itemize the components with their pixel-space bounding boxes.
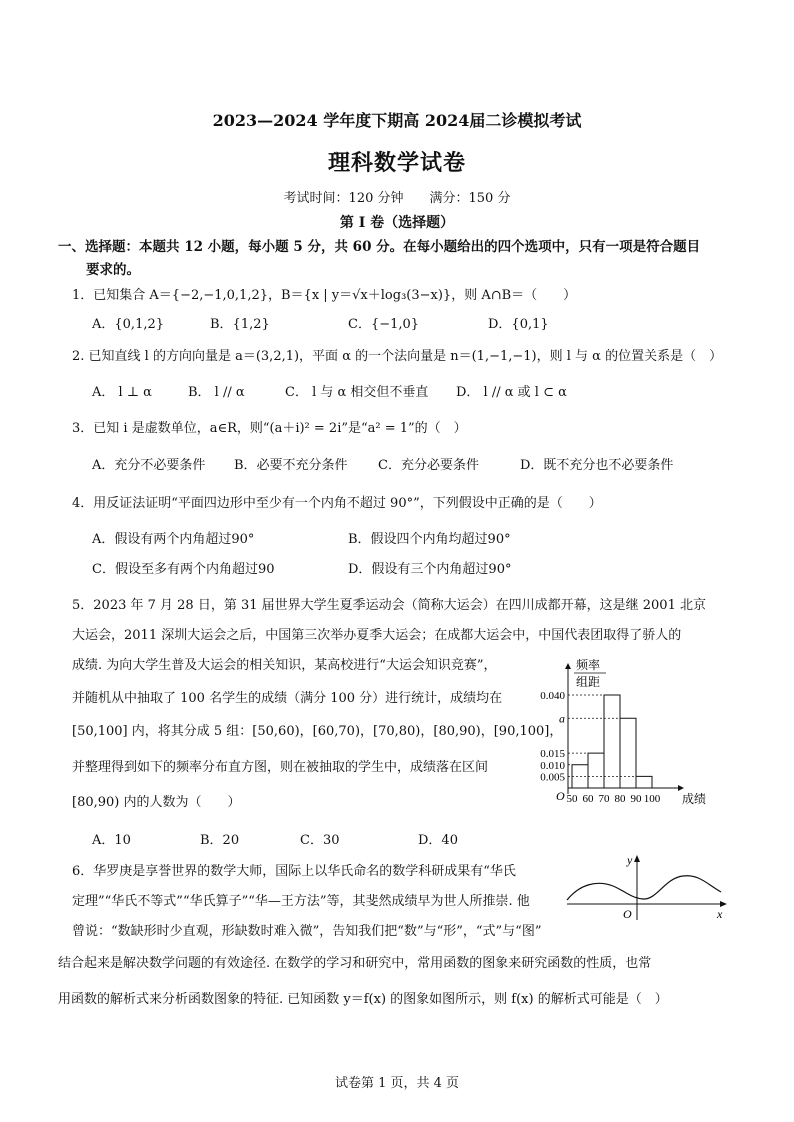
section-instruction: 一、选择题：本题共 12 小题，每小题 5 分，共 60 分。在每小题给出的四个选项中，只有一项是符合题目: [58, 239, 701, 255]
q5-option-b: B．20: [200, 833, 240, 848]
hist-xlabel: 成绩: [682, 792, 707, 806]
q5-option-d: D．40: [418, 833, 458, 848]
hist-origin-label: O: [556, 789, 565, 803]
question-6-line-3: 曾说：“数缺形时少直观，形缺数时难入微”，告知我们把“数”与“形”，“式”与“图”: [72, 924, 542, 939]
q3-option-d: D．既不充分也不必要条件: [520, 458, 674, 473]
hist-y-tick-label: 0.015: [540, 748, 565, 761]
hist-ylabel-top: 频率: [576, 658, 601, 672]
graph-y-label: y: [627, 853, 633, 867]
hist-x-tick-label: 60: [582, 793, 594, 805]
exam-title: 2023—2024 学年度下期高 2024届二诊模拟考试: [212, 111, 582, 130]
question-5-line-6: 并整理得到如下的频率分布直方图，则在被抽取的学生中，成绩落在区间: [72, 760, 489, 775]
hist-y-axis-arrow: [565, 663, 571, 669]
q4-option-d: D．假设有三个内角超过90°: [348, 562, 512, 577]
y-axis-arrow: [634, 855, 640, 862]
page-footer: 试卷第 1 页，共 4 页: [334, 1076, 460, 1091]
question-5-line-3: 成绩. 为向大学生普及大运会的相关知识，某高校进行“大运会知识竞赛”，: [72, 658, 497, 673]
q2-option-d: D． l // α 或 l ⊂ α: [456, 385, 567, 400]
hist-x-tick-label: 50: [566, 793, 578, 805]
hist-x-tick-label: 90: [630, 793, 642, 805]
hist-bar: [636, 776, 652, 788]
hist-y-tick-label: 0.005: [540, 771, 565, 784]
question-4-stem: 4．用反证法证明“平面四边形中至少有一个内角不超过 90°”，下列假设中正确的是（ ）: [72, 496, 602, 511]
q2-option-c: C． l 与 α 相交但不垂直: [285, 385, 429, 400]
q5-option-c: C．30: [300, 833, 340, 848]
hist-x-axis-arrow: [678, 785, 684, 791]
q4-option-a: A．假设有两个内角超过90°: [92, 532, 255, 547]
q1-option-b: B．{1,2}: [210, 317, 270, 332]
q2-option-b: B． l // α: [188, 385, 245, 400]
hist-y-tick-label: 0.040: [540, 690, 565, 702]
question-5-line-7: [80,90) 内的人数为（ ）: [72, 795, 241, 810]
question-5-line-5: [50,100] 内，将其分成 5 组：[50,60)，[60,70)，[70,80)，[80,90)，[90,100]，: [72, 724, 563, 739]
hist-x-tick-label: 80: [614, 793, 626, 805]
q3-option-c: C．充分必要条件: [378, 458, 479, 473]
q2-option-a: A． l ⊥ α: [92, 385, 152, 400]
subject-title: 理科数学试卷: [327, 150, 466, 176]
question-3-stem: 3．已知 i 是虚数单位，a∈R，则“(a＋i)² = 2i”是“a² = 1”的（ ）: [72, 421, 467, 436]
frequency-histogram: [530, 655, 730, 810]
hist-x-tick-label: 70: [598, 793, 610, 805]
q1-option-a: A．{0,1,2}: [92, 317, 165, 332]
q1-option-d: D．{0,1}: [488, 317, 549, 332]
hist-y-tick-label: 0.010: [540, 759, 565, 772]
question-6-line-1: 6．华罗庚是享誉世界的数学大师，国际上以华氏命名的数学科研成果有“华氏: [72, 864, 516, 879]
hist-ylabel-bottom: 组距: [576, 675, 601, 689]
graph-origin-label: O: [623, 907, 632, 921]
exam-info: 考试时间：120 分钟 满分：150 分: [283, 191, 511, 206]
graph-x-label: x: [717, 907, 723, 921]
question-6-line-5: 用函数的解析式来分析函数图象的特征. 已知函数 y＝f(x) 的图象如图所示，则 f(x) 的解析式可能是（ ）: [58, 992, 668, 1007]
q5-option-a: A．10: [92, 833, 131, 848]
hist-bar: [588, 753, 604, 788]
hist-y-tick-label: a: [559, 711, 565, 726]
function-curve: [567, 876, 721, 900]
section-instruction-cont: 要求的。: [86, 262, 140, 278]
question-6-line-2: 定理”“华氏不等式”“华氏算子”“华—王方法”等，其斐然成绩早为世人所推崇. 他: [72, 894, 530, 909]
question-5-line-1: 5．2023 年 7 月 28 日，第 31 届世界大学生夏季运动会（简称大运会）在四川成都开幕，这是继 2001 北京: [72, 598, 706, 613]
question-5-line-2: 大运会，2011 深圳大运会之后，中国第三次举办夏季大运会；在成都大运会中，中国代表团取得了骄人的: [72, 628, 682, 643]
q1-option-c: C．{−1,0}: [348, 317, 420, 332]
question-6-line-4: 结合起来是解决数学问题的有效途径. 在数学的学习和研究中，常用函数的图象来研究函数的性质，也常: [58, 956, 652, 971]
question-5-line-4: 并随机从中抽取了 100 名学生的成绩（满分 100 分）进行统计，成绩均在: [72, 691, 503, 706]
q4-option-c: C．假设至多有两个内角超过90: [92, 562, 275, 577]
question-2-stem: 2. 已知直线 l 的方向向量是 a＝(3,2,1)，平面 α 的一个法向量是 n＝(1,−1,−1)，则 l 与 α 的位置关系是（ ）: [72, 349, 723, 364]
q4-option-b: B．假设四个内角均超过90°: [348, 532, 511, 547]
function-graph: [565, 852, 730, 922]
hist-x-tick-label: 100: [643, 793, 661, 805]
q3-option-b: B．必要不充分条件: [234, 458, 348, 473]
q3-option-a: A．充分不必要条件: [92, 458, 206, 473]
question-1-stem: 1．已知集合 A＝{−2,−1,0,1,2}，B＝{x | y＝√x＋log₃(3−x)}，则 A∩B＝（ ）: [72, 288, 577, 303]
hist-bar: [620, 718, 636, 788]
part-heading: 第 I 卷（选择题）: [339, 215, 455, 231]
hist-bar: [604, 695, 620, 788]
